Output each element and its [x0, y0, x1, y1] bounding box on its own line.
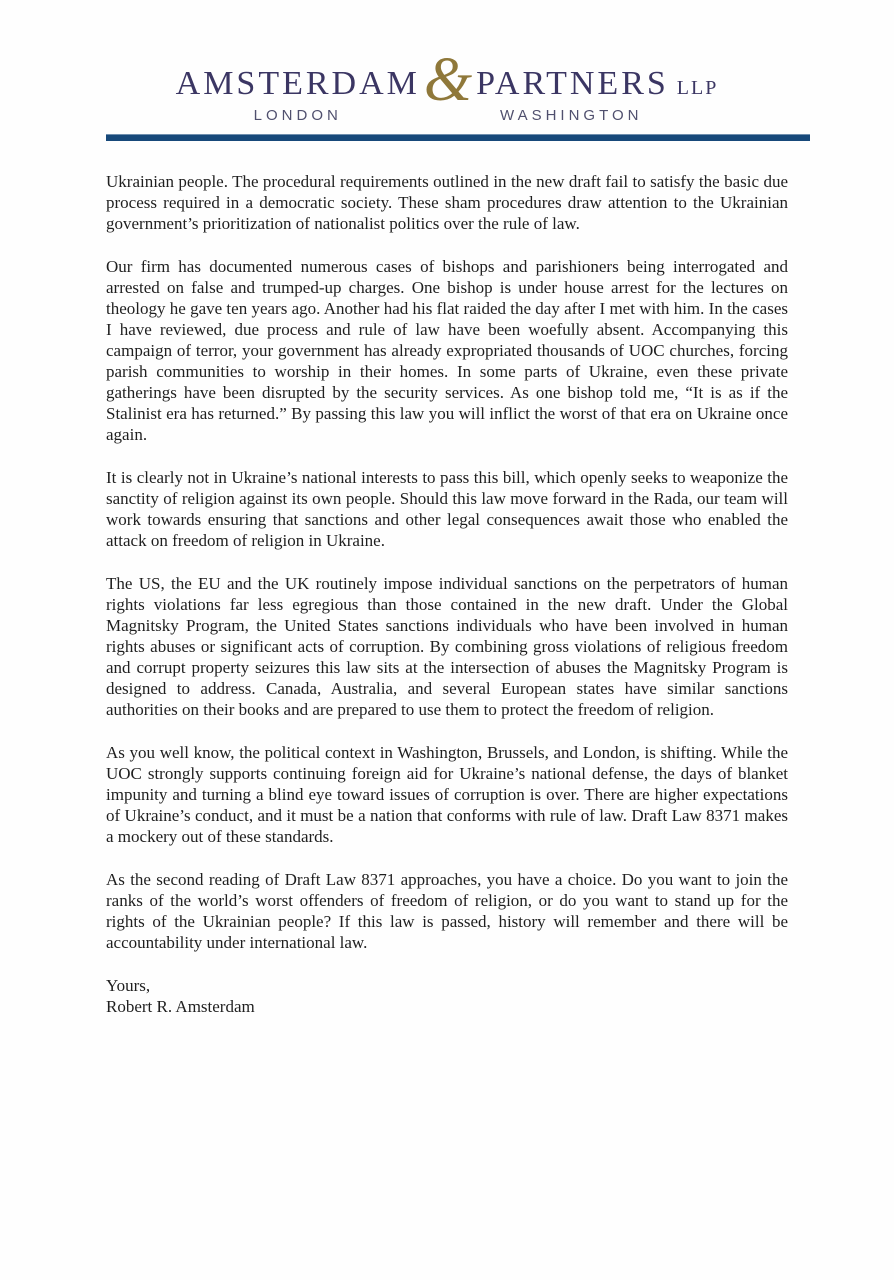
office-washington: WASHINGTON: [499, 107, 643, 124]
signature-name: Robert R. Amsterdam: [106, 997, 255, 1016]
letter-paragraph-6: As the second reading of Draft Law 8371 approaches, you have a choice. Do you want to join the ranks of the world’s worst offenders of freedom of religion, or do you want to stand up for the rights of the Ukrainian people? If this law is passed, history will remember and there will be accountability under international law.: [106, 870, 788, 952]
letter-paragraph-4: The US, the EU and the UK routinely impose individual sanctions on the perpetrators of human rights violations far less egregious than those contained in the new draft. Under the Global Magnitsky Program, the United States sanctions individuals who have been involved in human rights abuses or significant acts of corruption. By combining gross violations of religious freedom and corrupt property seizures this law sits at the intersection of abuses the Magnitsky Program is designed to address. Canada, Australia, and several European states have similar sanctions authorities on their books and are prepared to use them to protect the freedom of religion.: [106, 574, 788, 719]
firm-name-amsterdam: AMSTERDAM: [175, 65, 420, 102]
letterhead-rule: [106, 134, 810, 141]
letter-paragraph-3: It is clearly not in Ukraine’s national interests to pass this bill, which openly seeks to weaponize the sanctity of religion against its own people. Should this law move forward in the Rada, our team will work towards ensuring that sanctions and other legal consequences await those who enabled the attack on freedom of religion in Ukraine.: [106, 468, 788, 550]
letter-closing: [106, 975, 788, 1017]
letter-paragraph-5: As you well know, the political context in Washington, Brussels, and London, is shifting. While the UOC strongly supports continuing foreign aid for Ukraine’s national defense, the days of blanket impunity and turning a blind eye toward issues of corruption is over. There are higher expectations of Ukraine’s conduct, and it must be a nation that conforms with rule of law. Draft Law 8371 makes a mockery out of these standards.: [106, 743, 788, 846]
firm-name-partners: PARTNERS: [476, 65, 669, 102]
firm-suffix-llp: LLP: [676, 77, 719, 99]
firm-logo: [175, 46, 719, 124]
office-london: LONDON: [253, 107, 342, 124]
letter-paragraph-1: Ukrainian people. The procedural requirements outlined in the new draft fail to satisfy the basic due process required in a democratic society. These sham procedures draw attention to the Ukrainian government’s prioritization of nationalist politics over the rule of law.: [106, 172, 788, 233]
ampersand-glyph: &: [423, 46, 473, 114]
firm-name-partners-llp: [476, 65, 718, 103]
letter-body: [106, 171, 788, 1017]
letterhead: [0, 0, 894, 124]
valediction: Yours,: [106, 976, 151, 995]
letter-paragraph-2: Our firm has documented numerous cases of bishops and parishioners being interrogated and arrested on false and trumped-up charges. One bishop is under house arrest for the lectures on theology he gave ten years ago. Another had his flat raided the day after I met with him. In the cases I have reviewed, due process and rule of law have been woefully absent. Accompanying this campaign of terror, your government has already expropriated thousands of UOC churches, forcing parish communities to worship in their homes. In some parts of Ukraine, even these private gatherings have been disrupted by the security services. As one bishop told me, “It is as if the Stalinist era has returned.” By passing this law you will inflict the worst of that era on Ukraine once again.: [106, 257, 788, 444]
